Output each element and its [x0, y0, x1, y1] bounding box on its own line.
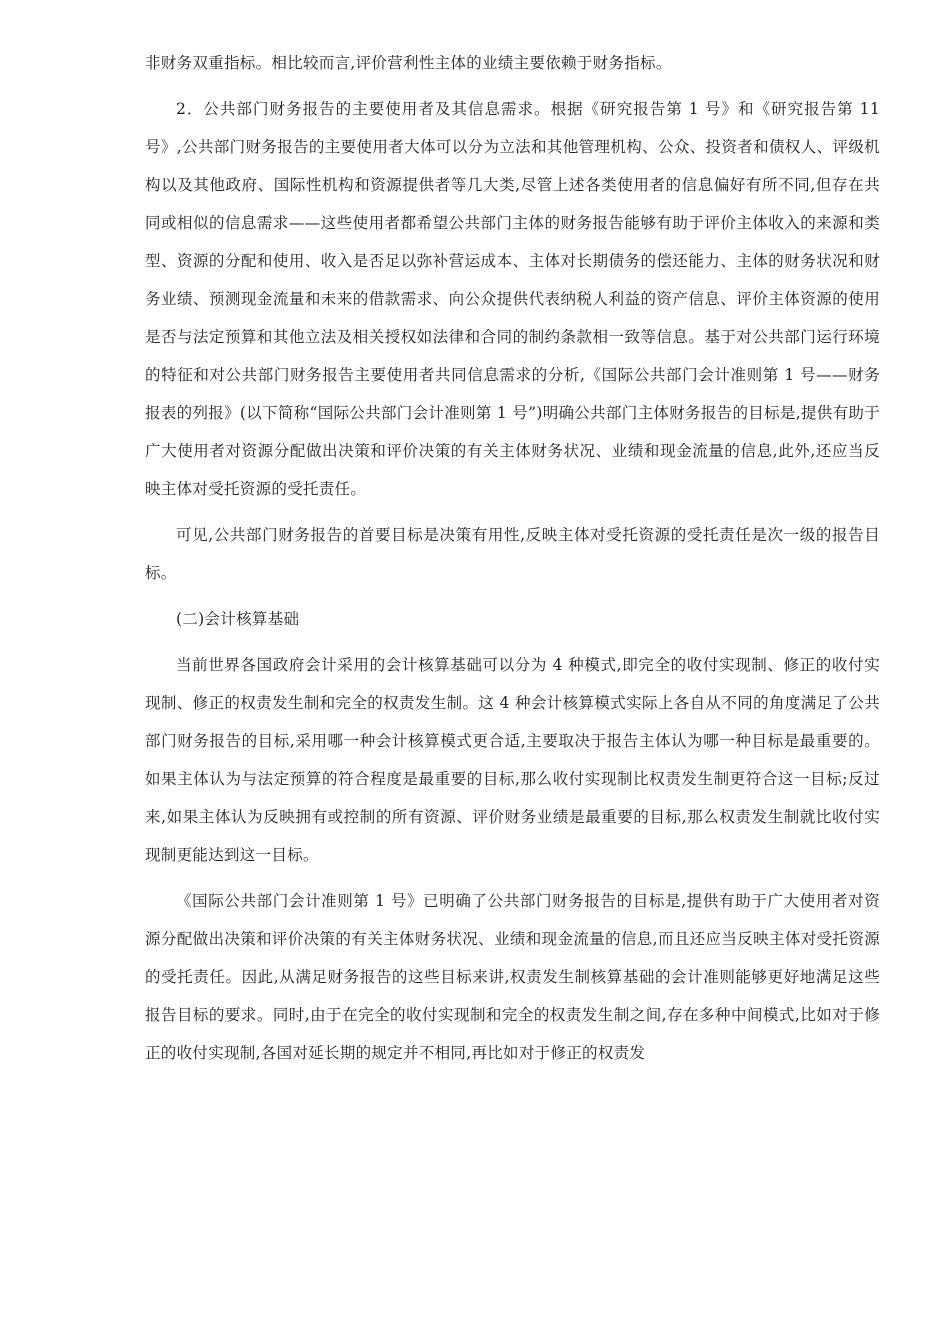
- paragraph-continuation: 非财务双重指标。相比较而言,评价营利性主体的业绩主要依赖于财务指标。: [145, 54, 672, 72]
- section-heading: (二)会计核算基础: [176, 610, 300, 628]
- paragraph-accounting-basis: 当前世界各国政府会计采用的会计核算基础可以分为 4 种模式,即完全的收付实现制、修正的收付实现制、修正的权责发生制和完全的权责发生制。这 4 种会计核算模式实际上各自从不同的角度满足了公共部门财务报告的目标,采用哪一种会计核算模式更合适,主要取决于报告主体认为哪一种目标是最重要的。如果主体认为与法定预算的符合程度是最重要的目标,那么收付实现制比权责发生制更符合这一目标;反过来,如果主体认为反映拥有或控制的所有资源、评价财务业绩是最重要的目标,那么权责发生制就比收付实现制更能达到这一目标。: [145, 656, 880, 864]
- paragraph-conclusion: 可见,公共部门财务报告的首要目标是决策有用性,反映主体对受托资源的受托责任是次一级的报告目标。: [145, 526, 880, 582]
- body-text: [145, 44, 880, 1080]
- paragraph-ipsas-1: 《国际公共部门会计准则第 1 号》已明确了公共部门财务报告的目标是,提供有助于广大使用者对资源分配做出决策和评价决策的有关主体财务状况、业绩和现金流量的信息,而且还应当反映主体对受托资源的受托责任。因此,从满足财务报告的这些目标来讲,权责发生制核算基础的会计准则能够更好地满足这些报告目标的要求。同时,由于在完全的收付实现制和完全的权责发生制之间,存在多种中间模式,比如对于修正的收付实现制,各国对延长期的规定并不相同,再比如对于修正的权责发: [145, 892, 880, 1062]
- paragraph-report-users: 2．公共部门财务报告的主要使用者及其信息需求。根据《研究报告第 1 号》和《研究报告第 11 号》,公共部门财务报告的主要使用者大体可以分为立法和其他管理机构、公众、投资者和债权人、评级机构以及其他政府、国际性机构和资源提供者等几大类,尽管上述各类使用者的信息偏好有所不同,但存在共同或相似的信息需求——这些使用者都希望公共部门主体的财务报告能够有助于评价主体收入的来源和类型、资源的分配和使用、收入是否足以弥补营运成本、主体对长期债务的偿还能力、主体的财务状况和财务业绩、预测现金流量和未来的借款需求、向公众提供代表纳税人利益的资产信息、评价主体资源的使用是否与法定预算和其他立法及相关授权如法律和合同的制约条款相一致等信息。基于对公共部门运行环境的特征和对公共部门财务报告主要使用者共同信息需求的分析,《国际公共部门会计准则第 1 号——财务报表的列报》(以下简称“国际公共部门会计准则第 1 号”)明确公共部门主体财务报告的目标是,提供有助于广大使用者对资源分配做出决策和评价决策的有关主体财务状况、业绩和现金流量的信息,此外,还应当反映主体对受托资源的受托责任。: [145, 100, 880, 498]
